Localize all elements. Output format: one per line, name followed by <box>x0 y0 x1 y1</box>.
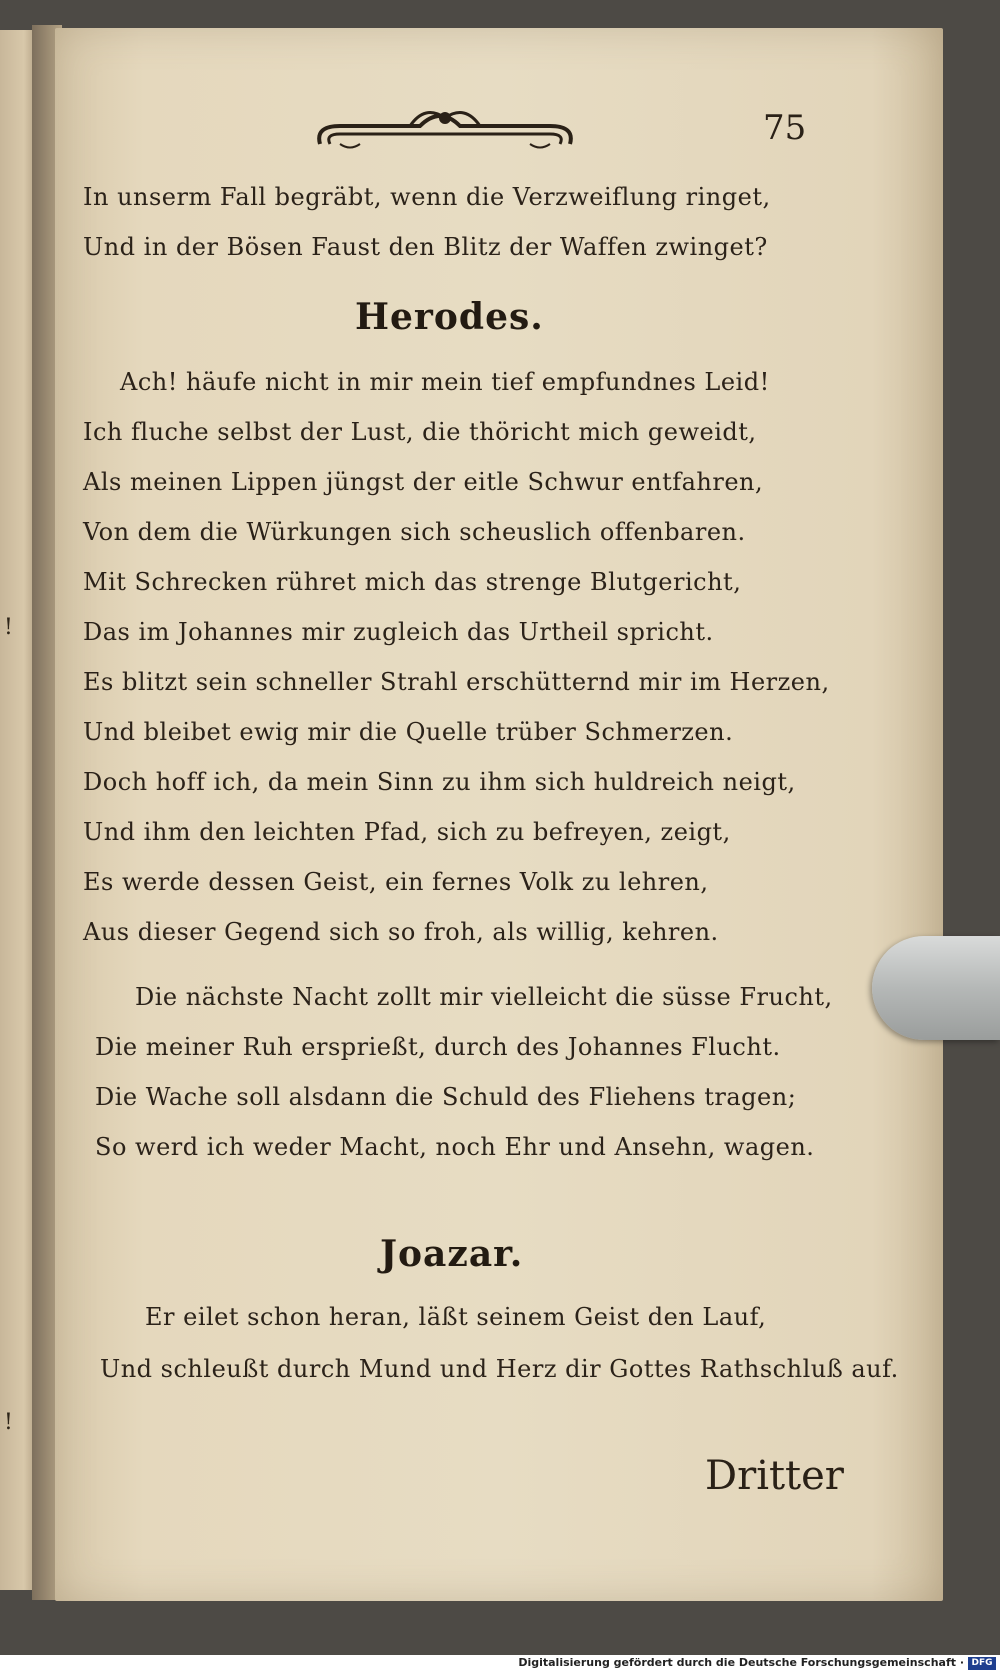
verse-line: So werd ich weder Macht, noch Ehr und Ansehn, wagen. <box>95 1133 815 1161</box>
verse-line: Die nächste Nacht zollt mir vielleicht die süsse Frucht, <box>135 983 833 1011</box>
speaker-heading-herodes: Herodes. <box>355 296 544 338</box>
verse-line: Mit Schrecken rühret mich das strenge Blutgericht, <box>83 568 742 596</box>
book-page <box>55 28 943 1601</box>
verse-line: Ich fluche selbst der Lust, die thöricht mich geweidt, <box>83 418 757 446</box>
verse-line: Das im Johannes mir zugleich das Urtheil spricht. <box>83 618 714 646</box>
catchword: Dritter <box>705 1453 844 1499</box>
verse-line: Doch hoff ich, da mein Sinn zu ihm sich huldreich neigt, <box>83 768 796 796</box>
verse-line: Und bleibet ewig mir die Quelle trüber Schmerzen. <box>83 718 734 746</box>
funding-note: Digitalisierung gefördert durch die Deutsche Forschungsgemeinschaft · <box>518 1656 964 1669</box>
verse-line: Die Wache soll alsdann die Schuld des Fliehens tragen; <box>95 1083 797 1111</box>
footer-bar <box>0 1655 1000 1673</box>
verse-line: Und schleußt durch Mund und Herz dir Gottes Rathschluß auf. <box>100 1355 899 1383</box>
verse-line: Es blitzt sein schneller Strahl erschütternd mir im Herzen, <box>83 668 830 696</box>
page-number: 75 <box>763 108 807 148</box>
verse-line: Und ihm den leichten Pfad, sich zu befreyen, zeigt, <box>83 818 731 846</box>
verse-line: Er eilet schon heran, läßt seinem Geist den Lauf, <box>145 1303 767 1331</box>
verse-line: Aus dieser Gegend sich so froh, als willig, kehren. <box>83 918 719 946</box>
verse-line: Von dem die Würkungen sich scheuslich offenbaren. <box>83 518 746 546</box>
verse-line: Und in der Bösen Faust den Blitz der Waffen zwinget? <box>83 233 768 261</box>
verse-line: Ach! häufe nicht in mir mein tief empfundnes Leid! <box>120 368 770 396</box>
verse-line: Es werde dessen Geist, ein fernes Volk zu lehren, <box>83 868 709 896</box>
left-page-mark: ! <box>4 1410 13 1435</box>
dfg-logo-icon: DFG <box>968 1657 996 1670</box>
verse-line: In unserm Fall begräbt, wenn die Verzweiflung ringet, <box>83 183 771 211</box>
verse-line: Die meiner Ruh ersprießt, durch des Johannes Flucht. <box>95 1033 781 1061</box>
speaker-heading-joazar: Joazar. <box>380 1233 524 1275</box>
page-clip-icon <box>872 936 1000 1040</box>
left-page-mark: ! <box>4 615 13 640</box>
ornament-headpiece-icon <box>310 96 580 156</box>
verse-line: Als meinen Lippen jüngst der eitle Schwur entfahren, <box>83 468 764 496</box>
